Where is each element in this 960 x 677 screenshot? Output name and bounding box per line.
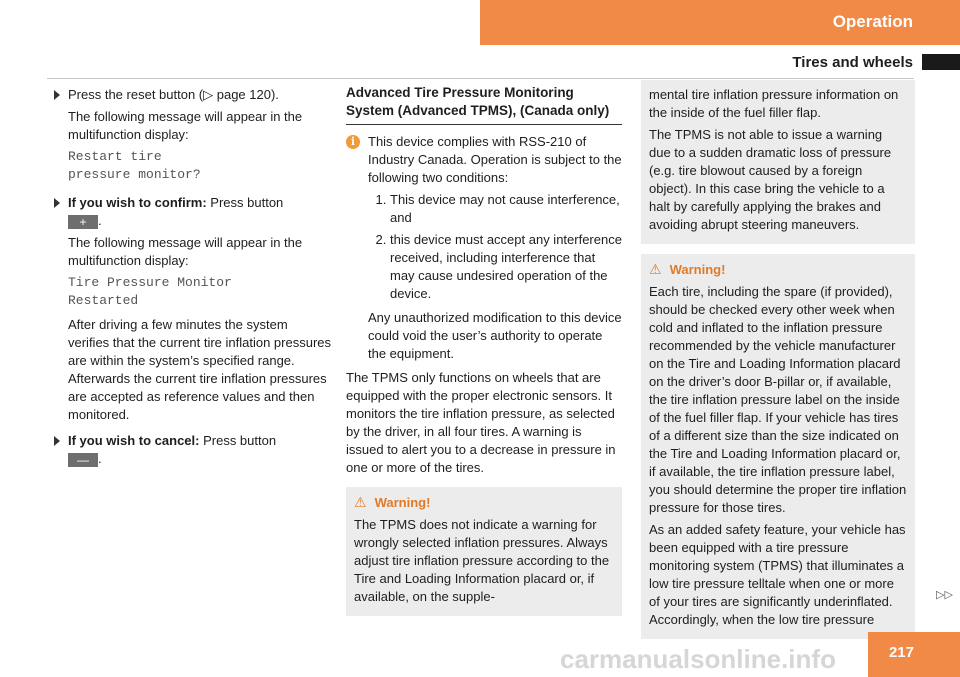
display-message-line: pressure monitor? [68, 167, 201, 182]
step-message-intro: The following message will appear in the multifunction display: [68, 235, 303, 268]
step-arrow-icon [54, 90, 60, 100]
warning-icon: ⚠ [649, 261, 662, 277]
warning-icon: ⚠ [354, 494, 367, 510]
watermark: carmanualsonline.info [560, 644, 836, 674]
chapter-title: Operation [832, 12, 913, 31]
column-2 [346, 80, 622, 616]
list-item: 1. This device may not cause interference, and [390, 191, 622, 227]
list-item: 2. this device must accept any interference received, including interference that may cause undesired operation of the device. [390, 231, 622, 303]
column-1 [52, 80, 332, 472]
chapter-tab [480, 0, 960, 45]
plus-button-icon: + [68, 215, 98, 229]
warning-text: Each tire, including the spare (if provided), should be checked every other week when cold and inflated to the inflation pressure recommended by the vehicle manufacturer on the Tire and Loading Information placard on the driver’s door B-pillar or, if available, the tire inflation pressure label on the inside of the fuel filler flap. If your vehicle has tires of a different size than the size indicated on the Tire and Loading Information placard or, if available, the tire inflation pressure label, you should determine the proper tire inflation pressure for those tires. [649, 284, 907, 515]
step-instruction: Press button [203, 433, 277, 448]
minus-button-icon: — [68, 453, 98, 467]
modification-text: Any unauthorized modification to this device could void the user’s authority to operate the equipment. [368, 310, 622, 361]
section-heading: Advanced Tire Pressure Monitoring System (Advanced TPMS), (Canada only) [346, 84, 622, 125]
column-3 [641, 80, 915, 639]
box-text: mental tire inflation pressure information on the inside of the fuel filler flap. [649, 87, 899, 120]
display-message-line: Tire Pressure Monitor [68, 275, 232, 290]
step-instruction: Press button [210, 195, 284, 210]
step-message-intro: The following message will appear in the multifunction display: [68, 109, 303, 142]
warning-box [641, 254, 915, 639]
warning-heading [649, 260, 907, 279]
info-text: This device complies with RSS-210 of Industry Canada. Operation is subject to the following two conditions: [368, 134, 622, 185]
tpms-paragraph: The TPMS only functions on wheels that are equipped with the proper electronic sensors. It monitors the tire inflation pressure, as selected by the driver, in all four tires. A warning is issued to alert you to a decrease in pressure in one or more of the tires. [346, 370, 616, 475]
step-arrow-icon [54, 436, 60, 446]
section-marker [922, 54, 960, 70]
warning-box-continued [641, 80, 915, 244]
step-text: If you wish to confirm: Press button + . [68, 195, 284, 229]
page-number-tab [868, 632, 960, 677]
display-message-line: Restarted [68, 293, 139, 308]
warning-box [346, 487, 622, 616]
header-rule [47, 78, 914, 79]
continue-arrows-icon: ▷▷ [936, 589, 953, 601]
page-number: 217 [888, 644, 914, 661]
step-text: Press the reset button (▷ page 120). [68, 87, 279, 102]
info-note [346, 133, 622, 363]
box-text: The TPMS is not able to issue a warning due to a sudden dramatic loss of pressure (e.g. tire blowout caused by a foreign object). In this case bring the vehicle to a halt by carefully applying the brakes and avoiding abrupt steering maneuvers. [649, 127, 892, 232]
step-text: If you wish to cancel: Press button — . [68, 433, 277, 467]
step-after-text: After driving a few minutes the system verifies that the current tire inflation pressures are within the system’s specified range. Afterwards the current tire inflation pressures are accepted as reference values and then monitored. [68, 317, 332, 422]
step-confirm [52, 194, 332, 424]
warning-text: As an added safety feature, your vehicle has been equipped with a tire pressure monitoring system (TPMS) that illuminates a low tire pressure telltale when one or more of your tires are significantly underinflated. Accordingly, when the low tire pressure [649, 522, 906, 627]
step-label: If you wish to confirm: [68, 195, 207, 210]
display-message-line: Restart tire [68, 149, 162, 164]
warning-title: Warning! [669, 262, 726, 277]
conditions-list [368, 191, 622, 303]
warning-heading [354, 493, 614, 512]
warning-text: The TPMS does not indicate a warning for wrongly selected inflation pressures. Always adjust tire inflation pressure according to the Tire and Loading Information placard or, if available, on the supple- [354, 517, 610, 604]
step-label: If you wish to cancel: [68, 433, 200, 448]
warning-title: Warning! [374, 495, 431, 510]
section-title: Tires and wheels [792, 54, 913, 71]
step-cancel [52, 432, 332, 468]
step-reset [52, 86, 332, 184]
step-arrow-icon [54, 198, 60, 208]
info-icon: i [346, 135, 360, 149]
